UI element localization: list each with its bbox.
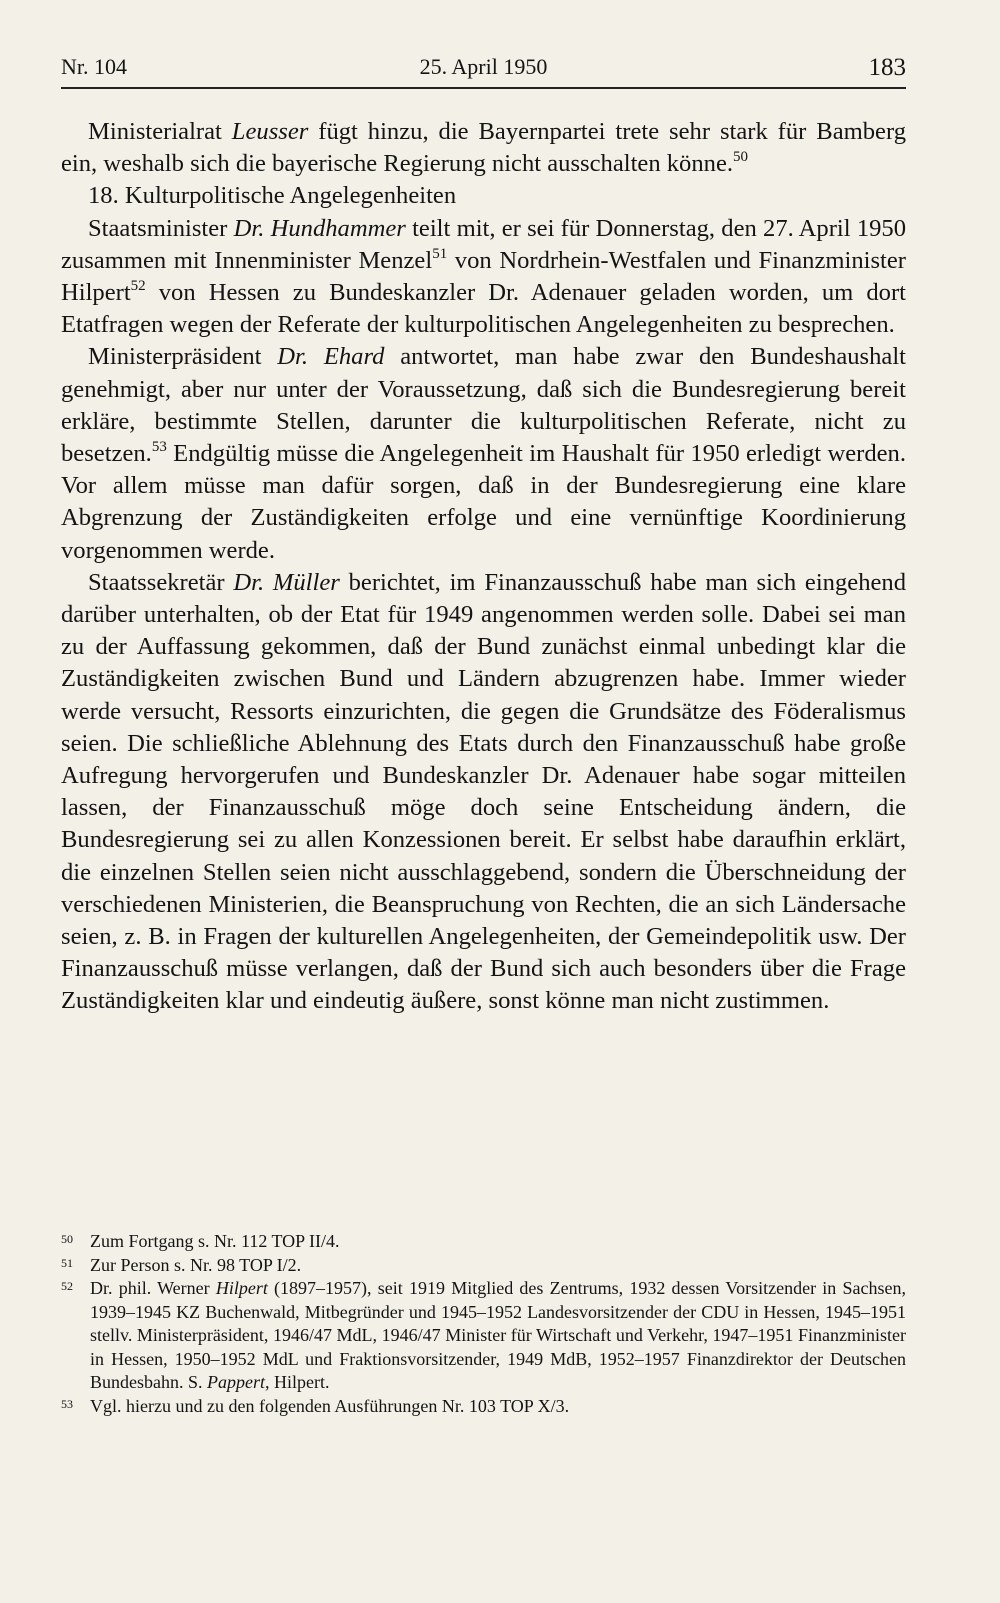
footnote-ref: 52 xyxy=(130,278,146,295)
paragraph-leusser: Ministerialrat Leusser fügt hinzu, die Bayernpartei trete sehr stark für Bamberg ein, weshalb sich die bayerische Regierung nicht ausschalten könne.$^{50}$ xyxy=(61,118,906,178)
footnote: 50 Zum Fortgang s. Nr. 112 TOP II/4. xyxy=(61,1231,340,1251)
speaker-name: Dr. Hundhammer xyxy=(233,214,406,242)
footnote: 51 Zur Person s. Nr. 98 TOP I/2. xyxy=(61,1254,302,1275)
footnote-number: 53 xyxy=(61,1396,73,1411)
header-rule xyxy=(61,87,906,89)
speaker-name: Dr. Ehard xyxy=(277,343,385,371)
section-heading: 18. Kulturpolitische Angelegenheiten xyxy=(88,182,457,210)
footnote: 52 Dr. phil. Werner Hilpert (1897–1957), seit 1919 Mitglied des Zentrums, 1932 dessen Vorsitzender in Sachsen, 1939–1945 KZ Buchenwald, Mitbegründer und 1945–1952 Landesvorsitzender der CDU in Hessen, 1945–1951 stellv. Ministerpräsident, 1946/47 MdL, 1946/47 Minister für Wirtschaft und Verkehr, 1947–1951 Finanzminister in Hessen, 1950–1952 MdL und Fraktionsvorsitzender, 1949 MdB, 1952–1957 Finanzdirektor der Deutschen Bundesbahn. S. Pappert, Hilpert. xyxy=(61,1278,906,1392)
paragraph-hundhammer: Staatsminister Dr. Hundhammer teilt mit, er sei für Donnerstag, den 27. April 1950 zusammen mit Innenminister Menzel$^{51}$ von Nordrhein-Westfalen und Finanzminister Hilpert$^{52}$ von Hessen zu Bundeskanzler Dr. Adenauer geladen worden, um dort Etatfragen wegen der Referate der kulturpolitischen Angelegenheiten zu besprechen. xyxy=(61,214,907,339)
header-date: 25. April 1950 xyxy=(419,54,548,79)
speaker-name: Leusser xyxy=(231,118,309,145)
footnote-number: 50 xyxy=(61,1232,73,1246)
footnote-number: 51 xyxy=(61,1255,73,1270)
running-header xyxy=(61,54,906,88)
footnote-ref: 53 xyxy=(151,439,167,456)
document-number: Nr. 104 xyxy=(61,54,127,79)
main-text xyxy=(61,116,906,1018)
speaker-name: Dr. Müller xyxy=(233,568,340,596)
paragraph-ehard: Ministerpräsident Dr. Ehard antwortet, man habe zwar den Bundeshaushalt genehmigt, aber nur unter der Voraussetzung, daß sich die Bundesregierung bereit erkläre, bestimmte Stellen, darunter die kulturpolitischen Referate, nicht zu besetzen.$^{53}$ Endgültig müsse die Angelegenheit im Haushalt für 1950 erledigt werden. Vor allem müsse man dafür sorgen, daß in der Bundesregierung eine klare Abgrenzung der Zuständigkeiten erfolge und eine vernünftige Koordinierung vorgenommen werde. xyxy=(61,343,907,564)
footnote-number: 52 xyxy=(61,1279,73,1293)
footnote-ref: 51 xyxy=(432,245,448,262)
page-number: 183 xyxy=(868,54,906,81)
footnote: 53 Vgl. hierzu und zu den folgenden Ausführungen Nr. 103 TOP X/3. xyxy=(61,1395,570,1416)
footnote-ref: 50 xyxy=(733,149,749,166)
footnotes xyxy=(61,1230,906,1418)
paragraph-mueller: Staatssekretär Dr. Müller berichtet, im Finanzausschuß habe man sich eingehend darüber unterhalten, ob der Etat für 1949 angenommen werden solle. Dabei sei man zu der Auffassung gekommen, daß der Bund zunächst einmal unbedingt klar die Zuständigkeiten zwischen Bund und Ländern abzugrenzen habe. Immer wieder werde versucht, Ressorts einzurichten, die gegen die Grundsätze des Föderalismus seien. Die schließliche Ablehnung des Etats durch den Finanzausschuß habe große Aufregung hervorgerufen und Bundeskanzler Dr. Adenauer habe sogar mitteilen lassen, der Finanzausschuß möge doch seine Entscheidung ändern, die Bundesregierung sei zu allen Konzessionen bereit. Er selbst habe daraufhin erklärt, die einzelnen Stellen seien nicht ausschlaggebend, sondern die Überschneidung der verschiedenen Ministerien, die Beanspruchung von Rechten, die an sich Ländersache seien, z. B. in Fragen der kulturellen Angelegenheiten, der Gemeindepolitik usw. Der Finanzausschuß müsse verlangen, daß der Bund sich auch besonders über die Frage Zuständigkeiten klar und eindeutig äußere, sonst könne man nicht zustimmen. xyxy=(61,568,906,1015)
